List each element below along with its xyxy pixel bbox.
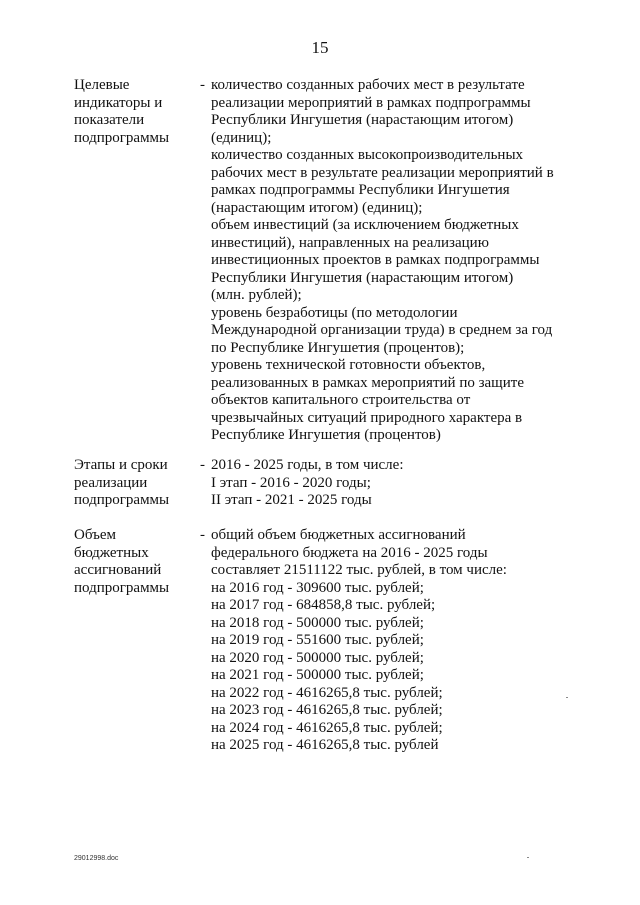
content-line: уровень безработицы (по методологии: [211, 304, 458, 321]
content-line: на 2022 год - 4616265,8 тыс. рублей;: [211, 684, 443, 701]
content-line: Республике Ингушетия (процентов): [211, 427, 441, 443]
section-label-line: ассигнований: [74, 562, 162, 578]
content-line: на 2019 год - 551600 тыс. рублей;: [211, 632, 424, 648]
content-line: на 2021 год - 500000 тыс. рублей;: [211, 667, 424, 683]
section-label: [74, 457, 194, 510]
content-line: рамках подпрограммы Республики Ингушетия: [211, 182, 510, 198]
content-line: инвестиционных проектов в рамках подпрограммы: [211, 252, 540, 268]
content-line: общий объем бюджетных ассигнований: [211, 527, 466, 543]
section-label-line: подпрограммы: [74, 492, 170, 508]
section-label-line: Этапы и сроки: [74, 457, 168, 473]
content-line: чрезвычайных ситуаций природного характера в: [211, 409, 523, 426]
dash-marker: -: [200, 77, 205, 93]
content-line: (нарастающим итогом) (единиц);: [211, 199, 423, 216]
content-line: инвестиций), направленных на реализацию: [211, 234, 489, 251]
section-content: [211, 77, 581, 445]
content-line: уровень технической готовности объектов,: [211, 357, 486, 373]
section-label: [74, 527, 194, 597]
scan-speck: [566, 697, 568, 698]
content-line: объем инвестиций (за исключением бюджетных: [211, 217, 519, 233]
section-label-line: показатели: [74, 112, 145, 128]
section-label-line: индикаторы и: [74, 94, 163, 111]
content-line: рабочих мест в результате реализации мероприятий в: [211, 164, 554, 181]
section-label: [74, 77, 194, 147]
content-line: федерального бюджета на 2016 - 2025 годы: [211, 544, 488, 561]
footer-filename: 29012998.doc: [74, 855, 119, 862]
content-line: на 2024 год - 4616265,8 тыс. рублей;: [211, 719, 443, 736]
content-line: реализованных в рамках мероприятий по защите: [211, 374, 524, 391]
section-label-line: бюджетных: [74, 544, 149, 561]
dash-marker: -: [200, 527, 205, 543]
content-line: Международной организации труда) в среднем за год: [211, 322, 553, 338]
content-line: II этап - 2021 - 2025 годы: [211, 492, 372, 508]
content-line: на 2018 год - 500000 тыс. рублей;: [211, 614, 424, 631]
content-line: на 2017 год - 684858,8 тыс. рублей;: [211, 597, 436, 613]
content-line: реализации мероприятий в рамках подпрограммы: [211, 94, 531, 111]
content-line: количество созданных высокопроизводительных: [211, 147, 524, 163]
content-line: по Республике Ингушетия (процентов);: [211, 339, 465, 356]
section-label-line: Объем: [74, 527, 116, 543]
section-content: [211, 457, 581, 510]
section-label-line: подпрограммы: [74, 579, 170, 596]
content-line: (единиц);: [211, 129, 272, 146]
content-line: 2016 - 2025 годы, в том числе:: [211, 457, 404, 473]
content-line: Республики Ингушетия (нарастающим итогом): [211, 112, 514, 128]
content-line: (млн. рублей);: [211, 287, 302, 303]
dash-marker: -: [200, 457, 205, 473]
content-line: объектов капитального строительства от: [211, 392, 471, 408]
section-label-line: Целевые: [74, 77, 130, 93]
content-line: на 2025 год - 4616265,8 тыс. рублей: [211, 737, 439, 753]
scan-speck: [527, 857, 529, 858]
content-line: на 2023 год - 4616265,8 тыс. рублей;: [211, 702, 443, 718]
section-content: [211, 527, 581, 755]
content-line: I этап - 2016 - 2020 годы;: [211, 474, 371, 491]
content-line: на 2016 год - 309600 тыс. рублей;: [211, 579, 424, 596]
content-line: на 2020 год - 500000 тыс. рублей;: [211, 649, 424, 666]
section-label-line: реализации: [74, 474, 148, 491]
content-line: количество созданных рабочих мест в результате: [211, 77, 525, 93]
content-line: составляет 21511122 тыс. рублей, в том числе:: [211, 562, 507, 578]
page-number: 15: [311, 38, 329, 57]
section-label-line: подпрограммы: [74, 129, 170, 146]
content-line: Республики Ингушетия (нарастающим итогом): [211, 269, 514, 286]
